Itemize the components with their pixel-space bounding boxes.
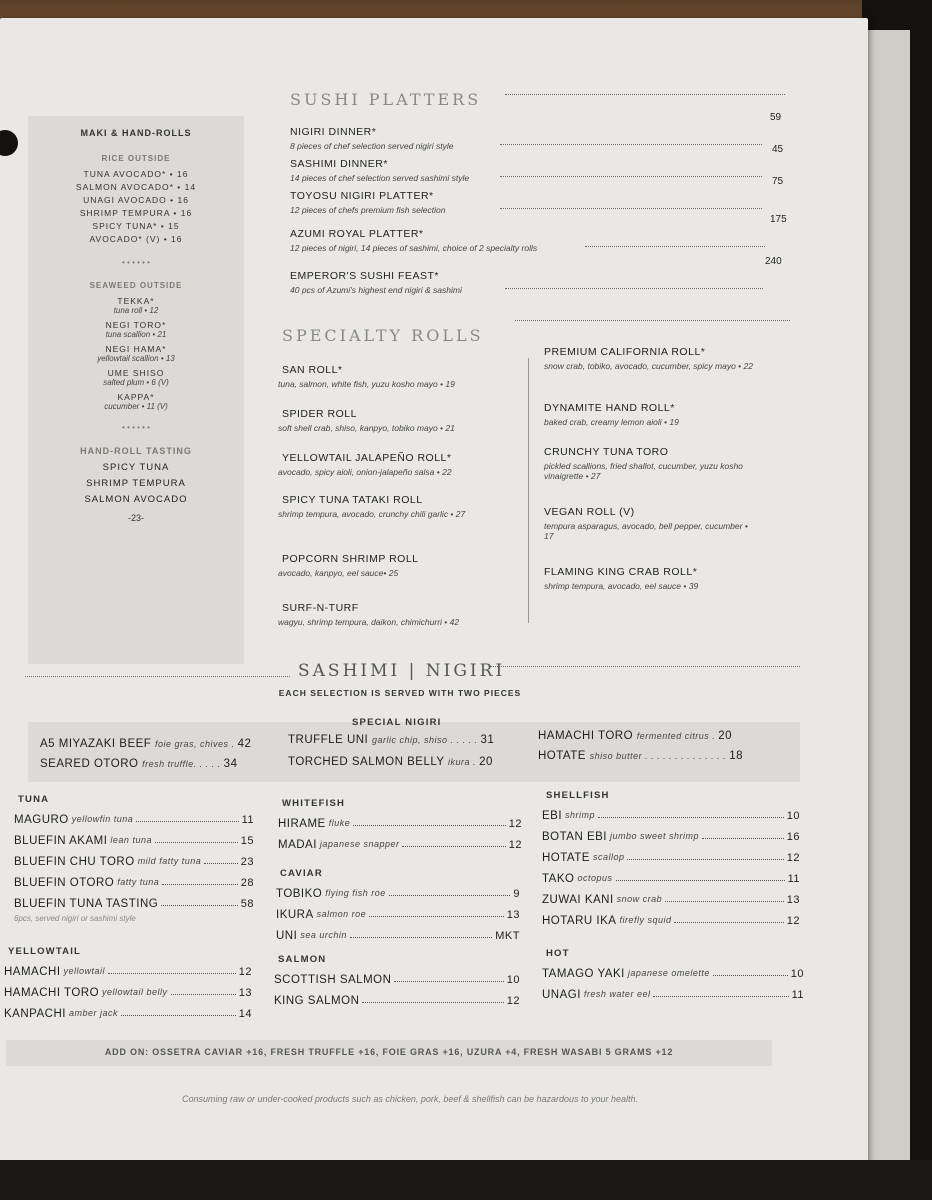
tuna-price: 15 (240, 835, 254, 847)
menu-page (0, 18, 868, 1168)
salmon-price: 12 (506, 995, 520, 1007)
special-nigiri-item (40, 738, 251, 750)
seaweed-item-name: TEKKA* (117, 296, 155, 306)
special-nigiri-name: HOTATE (538, 750, 590, 762)
leader-dots (136, 814, 238, 822)
salmon-item (274, 974, 520, 986)
special-nigiri-title: SPECIAL NIGIRI (352, 717, 442, 728)
caviar-name: IKURA (276, 909, 314, 921)
specialty-roll-name: SAN ROLL* (282, 364, 343, 376)
hot-desc: japanese omelette (627, 968, 710, 978)
tuna-price: 23 (240, 856, 254, 868)
seaweed-item-name: NEGI TORO* (105, 320, 167, 330)
tuna-note: 6pcs, served nigiri or sashimi style (14, 914, 136, 923)
whitefish-item (278, 839, 522, 851)
specialty-roll-name: VEGAN ROLL (V) (544, 506, 635, 518)
specialty-roll-name: CRUNCHY TUNA TORO (544, 446, 669, 458)
divider-line (515, 320, 790, 321)
whitefish-name: MADAI (278, 839, 317, 851)
tasting-item: SPICY TUNA (102, 462, 170, 473)
yellowtail-desc: yellowtail (63, 966, 106, 976)
special-nigiri-name: TORCHED SALMON BELLY (288, 756, 449, 768)
platter-leader (500, 208, 762, 209)
platter-price: 45 (772, 144, 784, 155)
shellfish-item (542, 852, 800, 864)
special-nigiri-price: 18 (729, 750, 743, 762)
shellfish-desc: shrimp (565, 810, 596, 820)
tuna-item (14, 898, 254, 910)
leader-dots (598, 810, 784, 818)
caviar-name: UNI (276, 930, 298, 942)
divider-dots: • • • • • • (122, 258, 150, 267)
leader-dots (653, 989, 788, 997)
divider-dots: • • • • • • (122, 423, 150, 432)
tuna-name: BLUEFIN AKAMI (14, 835, 108, 847)
salmon-item (274, 995, 520, 1007)
divider-line (505, 94, 785, 95)
maki-title: MAKI & HAND-ROLLS (80, 128, 192, 138)
shellfish-item (542, 873, 800, 885)
specialty-roll-desc: tempura asparagus, avocado, bell pepper, cucumber • 17 (544, 521, 748, 541)
specialty-roll-name: YELLOWTAIL JALAPEÑO ROLL* (282, 452, 452, 464)
platter-price: 240 (765, 256, 782, 267)
seaweed-item-desc: yellowtail scallion • 13 (97, 354, 175, 363)
leader-dots (674, 915, 783, 923)
sushi-platters-title: SUSHI PLATTERS (290, 90, 482, 109)
yellowtail-title: YELLOWTAIL (8, 946, 82, 957)
tuna-item (14, 856, 254, 868)
platter-price: 175 (770, 214, 787, 225)
platter-leader (505, 288, 763, 289)
special-nigiri-desc: foie gras, chives . (155, 739, 238, 749)
hot-item (542, 989, 804, 1001)
caviar-desc: salmon roe (316, 909, 367, 919)
tuna-price: 11 (241, 814, 254, 826)
caviar-price: 13 (506, 909, 520, 921)
yellowtail-desc: amber jack (68, 1008, 118, 1018)
whitefish-item (278, 818, 522, 830)
addon-text: ADD ON: OSSETRA CAVIAR +16, FRESH TRUFFLE +16, FOIE GRAS +16, UZURA +4, FRESH WASABI 5 GRAMS +12 (104, 1047, 674, 1057)
shellfish-desc: octopus (577, 873, 613, 883)
tuna-desc: lean tuna (110, 835, 152, 845)
leader-dots (389, 888, 511, 896)
shellfish-price: 11 (787, 873, 800, 885)
shellfish-price: 12 (786, 915, 800, 927)
platter-name: TOYOSU NIGIRI PLATTER* (290, 190, 434, 202)
specialty-roll-name: FLAMING KING CRAB ROLL* (544, 566, 698, 578)
special-nigiri-desc: fermented citrus . (636, 731, 719, 741)
special-nigiri-price: 20 (479, 756, 493, 768)
specialty-roll-desc: snow crab, tobiko, avocado, cucumber, spicy mayo • 22 (544, 361, 753, 371)
platter-name: NIGIRI DINNER* (290, 126, 377, 138)
special-nigiri-name: SEARED OTORO (40, 758, 143, 770)
tuna-name: BLUEFIN OTORO (14, 877, 115, 889)
hot-price: 11 (791, 989, 804, 1001)
tuna-item (14, 877, 254, 889)
specialty-roll-desc: wagyu, shrimp tempura, daikon, chimichurri • 42 (278, 617, 460, 627)
shellfish-price: 10 (786, 810, 800, 822)
leader-dots (108, 966, 236, 974)
yellowtail-item (4, 1008, 252, 1020)
platter-desc: 8 pieces of chef selection served nigiri style (290, 141, 454, 151)
shellfish-name: BOTAN EBI (542, 831, 607, 843)
hot-desc: fresh water eel (583, 989, 651, 999)
platter-desc: 14 pieces of chef selection served sashimi style (290, 173, 470, 183)
maki-panel (28, 116, 244, 664)
specialty-roll-name: PREMIUM CALIFORNIA ROLL* (544, 346, 706, 358)
shellfish-item (542, 915, 800, 927)
special-nigiri-item (288, 734, 494, 746)
yellowtail-name: HAMACHI TORO (4, 987, 100, 999)
leader-dots (350, 930, 492, 938)
special-nigiri-price: 31 (480, 734, 495, 746)
caviar-item (276, 888, 520, 900)
shellfish-title: SHELLFISH (546, 790, 610, 801)
seaweed-outside-heading: SEAWEED OUTSIDE (89, 281, 183, 290)
specialty-roll-desc: tuna, salmon, white fish, yuzu kosho mayo • 19 (278, 379, 455, 389)
caviar-desc: sea urchin (300, 930, 347, 940)
tasting-list (28, 462, 244, 505)
special-nigiri-name: TRUFFLE UNI (288, 734, 372, 746)
shellfish-name: HOTARU IKA (542, 915, 617, 927)
hot-price: 10 (790, 968, 804, 980)
caviar-desc: flying fish roe (325, 888, 386, 898)
special-nigiri-price: 20 (718, 730, 733, 742)
rice-outside-heading: RICE OUTSIDE (101, 154, 171, 163)
specialty-roll-desc: soft shell crab, shiso, kanpyo, tobiko mayo • 21 (278, 423, 455, 433)
shellfish-desc: scallop (592, 852, 625, 862)
special-nigiri-desc: garlic chip, shiso . . . . . (371, 735, 481, 745)
seaweed-item-desc: tuna scallion • 21 (105, 330, 167, 339)
rice-item: SHRIMP TEMPURA • 16 (79, 208, 193, 218)
yellowtail-item (4, 987, 252, 999)
tuna-desc: yellowfin tuna (71, 814, 134, 824)
yellowtail-price: 12 (238, 966, 252, 978)
sashimi-nigiri-title: SASHIMI | NIGIRI (298, 661, 506, 681)
leader-dots (204, 856, 238, 864)
leader-dots (616, 873, 785, 881)
leader-dots (155, 835, 238, 843)
tuna-desc: fatty tuna (117, 877, 160, 887)
caviar-item (276, 909, 520, 921)
platter-price: 59 (770, 112, 782, 123)
tasting-item: SALMON AVOCADO (84, 494, 188, 505)
specialty-roll-name: SPIDER ROLL (282, 408, 357, 420)
yellowtail-name: HAMACHI (4, 966, 61, 978)
health-disclaimer: Consuming raw or under-cooked products such as chicken, pork, beef & shellfish can be hazardous to your health. (181, 1094, 639, 1104)
seaweed-item-name: UME SHISO (107, 368, 165, 378)
shellfish-desc: snow crab (616, 894, 663, 904)
caviar-price: MKT (495, 930, 520, 942)
platter-price: 75 (772, 176, 784, 187)
whitefish-title: WHITEFISH (282, 798, 346, 809)
specialty-roll-desc: shrimp tempura, avocado, crunchy chili garlic • 27 (278, 509, 466, 519)
tasting-price: -23- (127, 513, 144, 523)
whitefish-price: 12 (508, 839, 522, 851)
hot-title: HOT (546, 948, 570, 959)
shellfish-item (542, 894, 800, 906)
tuna-price: 28 (240, 877, 254, 889)
leader-dots (394, 974, 503, 982)
caviar-title: CAVIAR (280, 868, 323, 879)
special-nigiri-item (538, 750, 743, 762)
sashimi-subtitle: EACH SELECTION IS SERVED WITH TWO PIECES (278, 688, 522, 698)
leader-dots (353, 818, 506, 826)
salmon-title: SALMON (278, 954, 327, 965)
special-nigiri-price: 42 (237, 738, 252, 750)
specialty-roll-desc: shrimp tempura, avocado, eel sauce • 39 (544, 581, 699, 591)
rice-item: UNAGI AVOCADO • 16 (83, 195, 189, 205)
divider-line (25, 676, 290, 677)
platter-desc: 12 pieces of chefs premium fish selection (290, 205, 446, 215)
seaweed-item-desc: tuna roll • 12 (113, 306, 159, 315)
tuna-item (14, 814, 254, 826)
specialty-roll-desc: pickled scallions, fried shallot, cucumber, yuzu kosho vinaigrette • 27 (544, 461, 743, 481)
specialty-roll-desc: avocado, spicy aioli, onion-jalapeño salsa • 22 (278, 467, 452, 477)
shellfish-desc: firefly squid (619, 915, 672, 925)
specialty-roll-name: DYNAMITE HAND ROLL* (544, 402, 675, 414)
binder-hole (0, 130, 18, 156)
rice-list (28, 169, 244, 244)
shellfish-item (542, 831, 800, 843)
shellfish-name: EBI (542, 810, 563, 822)
specialty-roll-name: POPCORN SHRIMP ROLL (282, 553, 419, 565)
platter-desc: 12 pieces of nigiri, 14 pieces of sashimi, choice of 2 specialty rolls (290, 243, 538, 253)
rice-item: AVOCADO* (V) • 16 (89, 234, 183, 244)
rice-item: SPICY TUNA* • 15 (92, 221, 180, 231)
seaweed-list (28, 296, 244, 411)
special-nigiri-desc: ikura . (448, 757, 480, 767)
yellowtail-price: 13 (238, 987, 252, 999)
whitefish-price: 12 (508, 818, 522, 830)
tuna-price: 58 (240, 898, 254, 910)
leader-dots (369, 909, 504, 917)
leader-dots (171, 987, 236, 995)
leader-dots (713, 968, 788, 976)
special-nigiri-name: HAMACHI TORO (538, 730, 637, 742)
special-nigiri-desc: fresh truffle. . . . . (142, 759, 224, 769)
shellfish-name: ZUWAI KANI (542, 894, 614, 906)
caviar-name: TOBIKO (276, 888, 323, 900)
tuna-name: BLUEFIN CHU TORO (14, 856, 135, 868)
hot-name: TAMAGO YAKI (542, 968, 625, 980)
platter-name: SASHIMI DINNER* (290, 158, 388, 170)
yellowtail-item (4, 966, 252, 978)
yellowtail-price: 14 (238, 1008, 252, 1020)
seaweed-item-desc: cucumber • 11 (V) (104, 402, 168, 411)
specialty-rolls-title: SPECIALTY ROLLS (282, 326, 484, 345)
whitefish-desc: fluke (328, 818, 351, 828)
column-divider (528, 358, 529, 623)
tuna-title: TUNA (18, 794, 50, 805)
rice-item: SALMON AVOCADO* • 14 (75, 182, 197, 192)
specialty-roll-desc: baked crab, creamy lemon aioli • 19 (544, 417, 679, 427)
caviar-price: 9 (513, 888, 520, 900)
shellfish-price: 13 (786, 894, 800, 906)
caviar-item (276, 930, 520, 942)
platter-leader (585, 246, 765, 247)
special-nigiri-name: A5 MIYAZAKI BEEF (40, 738, 156, 750)
hot-item (542, 968, 804, 980)
seaweed-item-desc: salted plum • 6 (V) (103, 378, 169, 387)
yellowtail-desc: yellowtail belly (102, 987, 168, 997)
hot-name: UNAGI (542, 989, 581, 1001)
platter-leader (500, 144, 762, 145)
shellfish-price: 12 (786, 852, 800, 864)
leader-dots (161, 898, 238, 906)
specialty-roll-name: SPICY TUNA TATAKI ROLL (282, 494, 423, 506)
whitefish-name: HIRAME (278, 818, 326, 830)
divider-line (490, 666, 800, 667)
leader-dots (402, 839, 505, 847)
tuna-item (14, 835, 254, 847)
platter-name: AZUMI ROYAL PLATTER* (290, 228, 424, 240)
platter-name: EMPEROR'S SUSHI FEAST* (290, 270, 439, 282)
special-nigiri-desc: shiso butter . . . . . . . . . . . . . . (589, 751, 730, 761)
seaweed-item-name: KAPPA* (117, 392, 155, 402)
shellfish-name: HOTATE (542, 852, 590, 864)
rice-item: TUNA AVOCADO* • 16 (83, 169, 189, 179)
tuna-name: BLUEFIN TUNA TASTING (14, 898, 159, 910)
special-nigiri-item (288, 756, 493, 768)
tasting-item: SHRIMP TEMPURA (86, 478, 186, 489)
special-nigiri-price: 34 (223, 758, 238, 770)
whitefish-desc: japanese snapper (319, 839, 400, 849)
platter-desc: 40 pcs of Azumi's highest end nigiri & sashimi (290, 285, 462, 295)
salmon-price: 10 (506, 974, 520, 986)
salmon-name: SCOTTISH SALMON (274, 974, 392, 986)
shellfish-desc: jumbo sweet shrimp (610, 831, 700, 841)
special-nigiri-item (538, 730, 732, 742)
hand-roll-tasting-heading: HAND-ROLL TASTING (80, 446, 192, 456)
special-nigiri-item (40, 758, 237, 770)
seaweed-item-name: NEGI HAMA* (105, 344, 167, 354)
leader-dots (702, 831, 784, 839)
leader-dots (362, 995, 503, 1003)
leader-dots (665, 894, 784, 902)
platter-leader (500, 176, 762, 177)
table-bottom (0, 1160, 932, 1200)
shellfish-name: TAKO (542, 873, 575, 885)
leader-dots (121, 1008, 236, 1016)
shellfish-price: 16 (786, 831, 800, 843)
tuna-desc: mild fatty tuna (137, 856, 202, 866)
specialty-roll-desc: avocado, kanpyo, eel sauce• 25 (278, 568, 399, 578)
tuna-name: MAGURO (14, 814, 69, 826)
leader-dots (627, 852, 783, 860)
salmon-name: KING SALMON (274, 995, 360, 1007)
yellowtail-name: KANPACHI (4, 1008, 66, 1020)
shellfish-item (542, 810, 800, 822)
specialty-roll-name: SURF-N-TURF (282, 602, 359, 614)
leader-dots (162, 877, 238, 885)
